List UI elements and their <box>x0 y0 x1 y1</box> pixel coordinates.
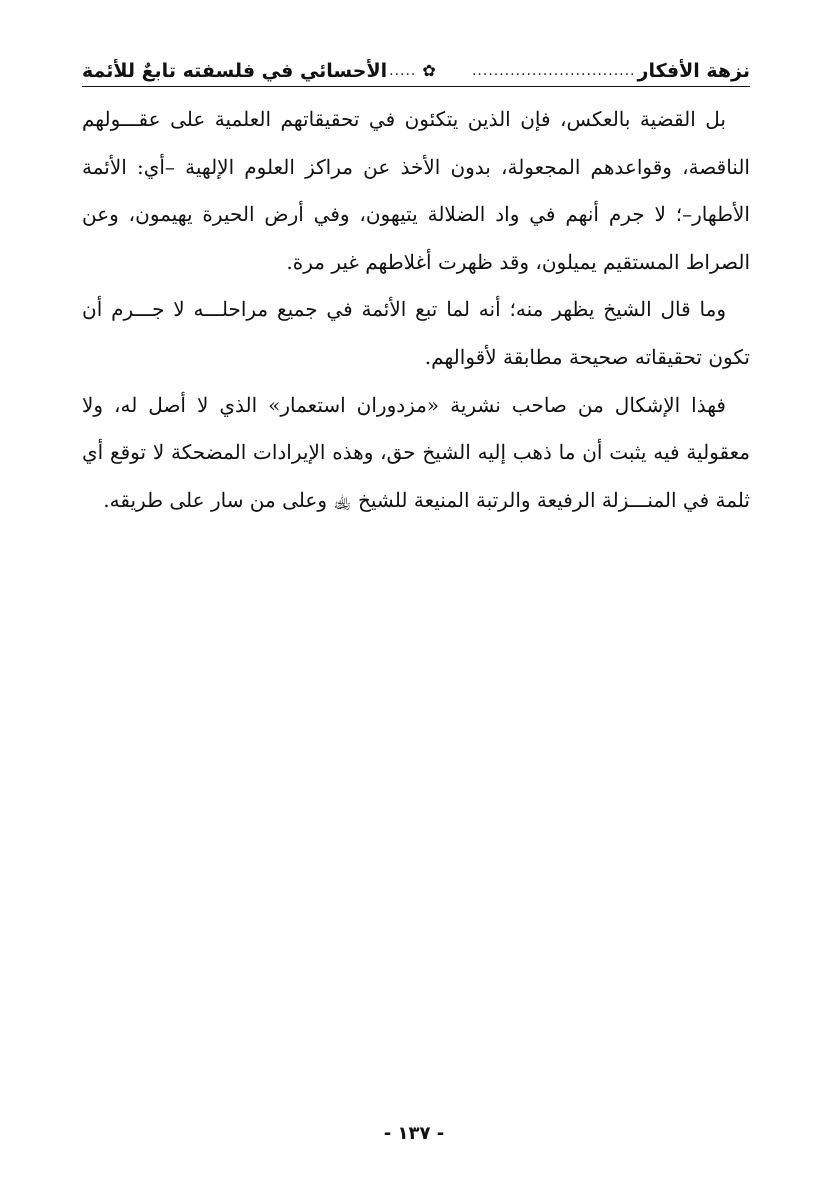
header-leader-dots: .............................. <box>471 63 636 79</box>
paragraph: بل القضية بالعكس، فإن الذين يتكئون في تحقيقاتهم العلمية على عقـــولهم الناقصة، وقواعدهم المجعولة، بدون الأخذ عن مراكز العلوم الإلهية –أي: الأئمة الأطهار–؛ لا جرم أنهم في واد الضلالة يتيهون، وفي أرض الحيرة يهيمون، وعن الصراط المستقيم يميلون، وقد ظهرت أغلاطهم غير مرة. <box>82 107 750 274</box>
section-title: الأحسائي في فلسفته تابعٌ للأئمة <box>82 60 388 82</box>
running-header <box>82 48 750 84</box>
header-divider <box>82 86 750 87</box>
header-leader-dots-short: ..... <box>389 63 417 79</box>
flower-ornament-icon: ✿ <box>422 61 436 80</box>
page-number: - ١٣٧ - <box>383 1123 445 1144</box>
paragraph: فهذا الإشكال من صاحب نشرية «مزدوران استعمار» الذي لا أصل له، ولا معقولية فيه يثبت أن ما ذهب إليه الشيخ حق، وهذه الإيرادات المضحكة لا توقع أي ثلمة في المنـــزلة الرفيعة والرتبة المنيعة للشيخ ﵀ وعلى من سار على طريقه. <box>82 392 750 512</box>
paragraph: وما قال الشيخ يظهر منه؛ أنه لما تبع الأئمة في جميع مراحلـــه لا جـــرم أن تكون تحقيقاته صحيحة مطابقة لأقوالهم. <box>82 297 750 369</box>
page-body <box>82 96 750 524</box>
book-title: نزهة الأفكار <box>637 60 750 82</box>
